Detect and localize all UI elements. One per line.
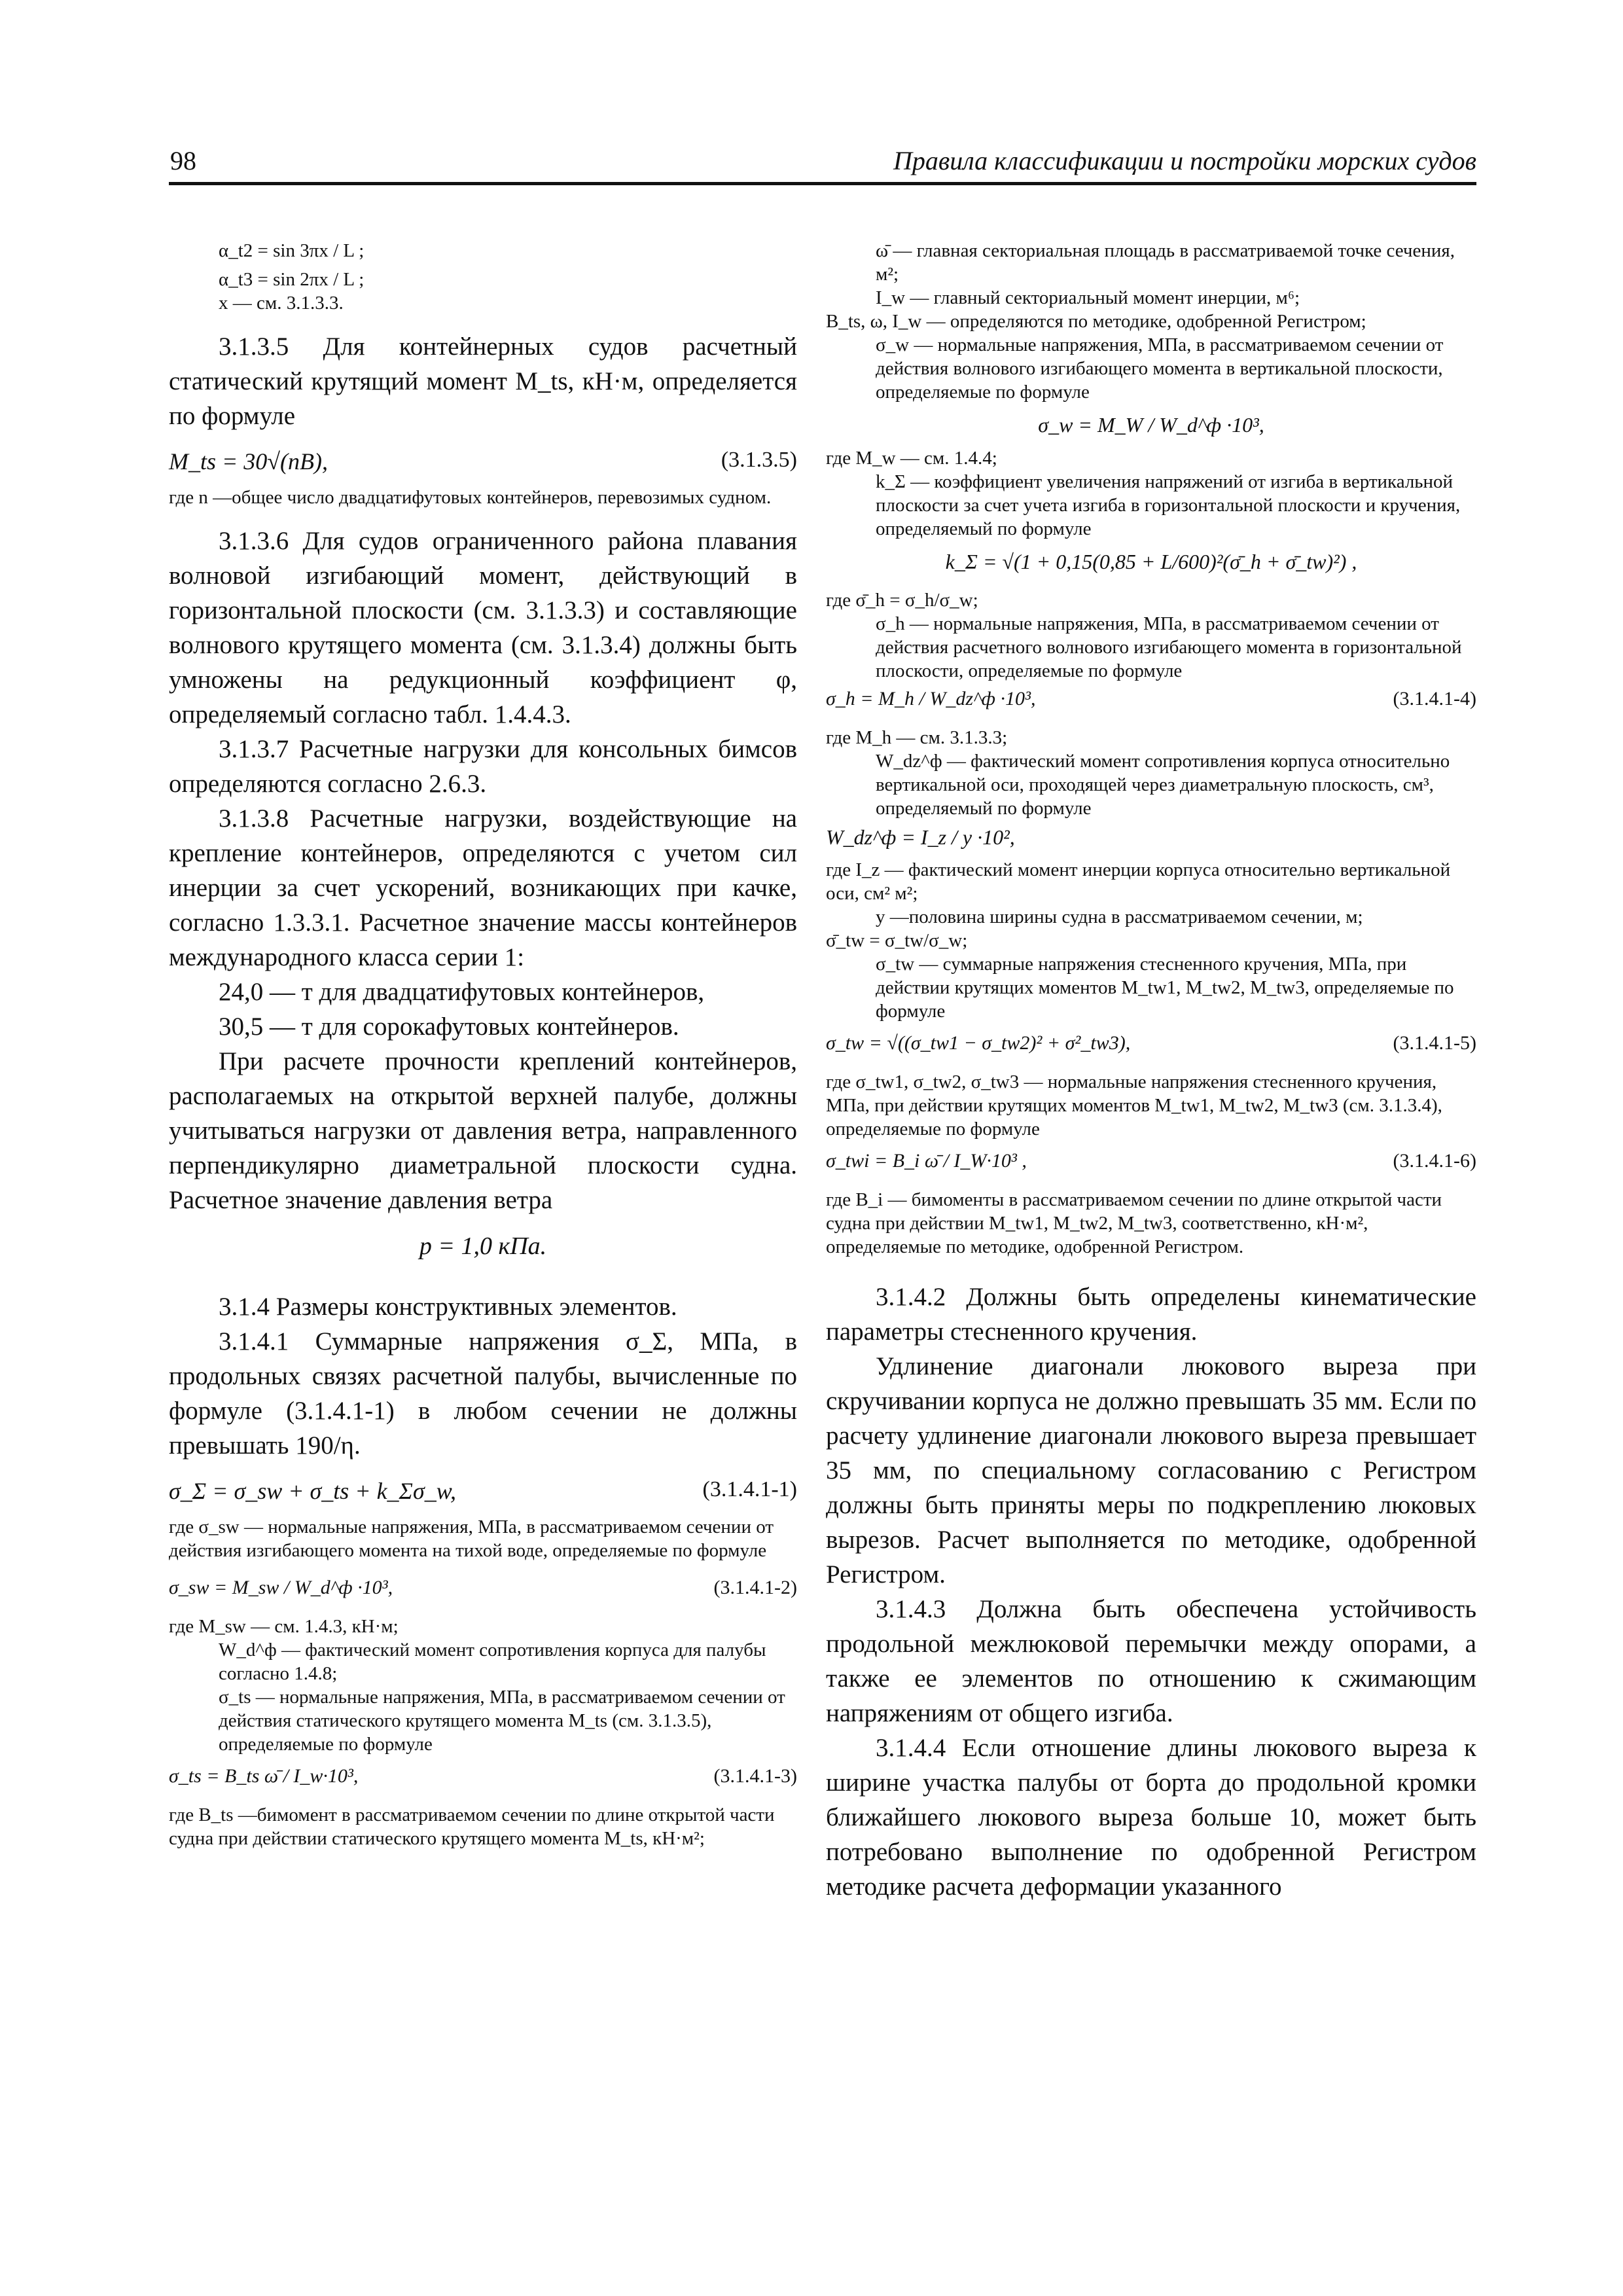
bts-omega-iw-definition: B_ts, ω, I_w — определяются по методике, одобренной Регистром; <box>826 311 1366 332</box>
mh-definition: где M_h — см. 3.1.3.3; <box>826 727 1008 748</box>
equation-formula: σ_ts = B_ts ω̄ / I_w·10³, <box>169 1765 359 1787</box>
paragraph-3-1-4-4: 3.1.4.4 Если отношение длины люкового выреза к ширине участка палубы от борта до продольной кромки ближайшего люкового выреза больше 10, может быть потребовано выполнение по одобренной Регистром методике расчета деформации указанного <box>826 1734 1476 1901</box>
page-header <box>169 145 1476 185</box>
right-column <box>826 239 1476 1904</box>
equation-3-1-4-1-4 <box>826 688 1476 726</box>
wdz-definition: W_dz^ф — фактический момент сопротивления корпуса относительно вертикальной оси, проходящей через диаметральную плоскость, см³, определяемый по формуле <box>876 751 1450 819</box>
equation-formula: σ_twi = B_i ω̄ / I_W·10³ , <box>826 1150 1027 1172</box>
header-rule <box>169 182 1476 185</box>
alpha2-formula: α_t2 = sin 3πx / L ; <box>219 240 365 261</box>
paragraph-wind: При расчете прочности креплений контейнеров, располагаемых на открытой верхней палубе, должны учитываться нагрузки от давления ветра, направленного перпендикулярно диаметральной плоскости судна. Расчетное значение давления ветра <box>169 1047 797 1214</box>
k-sigma-formula: k_Σ = √(1 + 0,15(0,85 + L/600)²(σ̄_h + σ̄_tw)²) , <box>945 550 1357 573</box>
sigma-h-definition: σ_h — нормальные напряжения, МПа, в рассматриваемом сечении от действия расчетного волнового изгибающего момента в горизонтальной плоскости, определяемые по формуле <box>876 613 1462 681</box>
k-sigma-definition: k_Σ — коэффициент увеличения напряжений от изгиба в вертикальной плоскости за счет учета изгиба в горизонтальной плоскости и кручения, определяемый по формуле <box>876 471 1461 539</box>
paragraph-3-1-3-7: 3.1.3.7 Расчетные нагрузки для консольных бимсов определяются согласно 2.6.3. <box>169 735 797 798</box>
equation-3-1-3-5 <box>169 448 797 486</box>
sigma-tw-definition: σ_tw — суммарные напряжения стесненного кручения, МПа, при действии крутящих моментов M_tw1, M_tw2, M_tw3, определяемые по формуле <box>876 954 1454 1022</box>
wd-definition: W_d^ф — фактический момент сопротивления корпуса для палубы согласно 1.4.8; <box>219 1640 766 1684</box>
omega-definition: ω̄ — главная секториальная площадь в рассматриваемой точке сечения, м²; <box>876 240 1455 285</box>
page-number: 98 <box>170 146 196 175</box>
running-title: Правила классификации и постройки морских судов <box>893 146 1476 175</box>
bi-definition: где B_i — бимоменты в рассматриваемом сечении по длине открытой части судна при действии M_tw1, M_tw2, M_tw3, соответственно, кН·м², определяемые по методике, одобренной Регистром. <box>826 1189 1442 1257</box>
equation-3-1-4-1-5 <box>826 1032 1476 1070</box>
equation-formula: σ_Σ = σ_sw + σ_ts + k_Σσ_w, <box>169 1478 457 1504</box>
equation-number: (3.1.4.1-2) <box>713 1577 797 1598</box>
paragraph-3-1-3-6: 3.1.3.6 Для судов ограниченного района плавания волновой изгибающий момент, действующий в горизонтальной плоскости (см. 3.1.3.3) и составляющие волнового крутящего момента (см. 3.1.3.4) должны быть умножены на редукционный коэффициент φ, определяемый согласно табл. 1.4.4.3. <box>169 527 797 728</box>
equation-formula: σ_h = M_h / W_dz^ф ·10³, <box>826 688 1036 709</box>
sigma-sw-definition: где σ_sw — нормальные напряжения, МПа, в рассматриваемом сечении от действия изгибающего момента на тихой воде, определяемые по формуле <box>169 1516 774 1561</box>
mass-item-2: 30,5 — т для сорокафутовых контейнеров. <box>219 1013 679 1041</box>
section-heading-3-1-4: 3.1.4 Размеры конструктивных элементов. <box>219 1293 677 1321</box>
n-definition: где n —общее число двадцатифутовых контейнеров, перевозимых судном. <box>169 487 772 508</box>
msw-definition: где M_sw — см. 1.4.3, кН·м; <box>169 1616 399 1637</box>
equation-3-1-4-1-1 <box>169 1477 797 1515</box>
wdz-formula: W_dz^ф = I_z / y ·10², <box>826 825 1015 849</box>
equation-3-1-4-1-6 <box>826 1150 1476 1188</box>
sigma-tw-bar-definition: σ̄_tw = σ_tw/σ_w; <box>826 930 968 951</box>
equation-number: (3.1.4.1-5) <box>1393 1032 1476 1054</box>
equation-formula: σ_tw = √((σ_tw1 − σ_tw2)² + σ²_tw3), <box>826 1032 1131 1054</box>
paragraph-3-1-4-3: 3.1.4.3 Должна быть обеспечена устойчивость продольной межлюковой перемычки между опорами, а также ее элементов по отношению к сжимающим напряжениям от общего изгиба. <box>826 1595 1476 1727</box>
mw-definition: где M_w — см. 1.4.4; <box>826 448 997 469</box>
iw-definition: I_w — главный секториальный момент инерции, м⁶; <box>876 287 1300 308</box>
paragraph-elongation: Удлинение диагонали люкового выреза при скручивании корпуса не должно превышать 35 мм. Если по расчету удлинение диагонали люкового выреза превышает 35 мм, по специальному согласованию с Регистром должны быть приняты меры по подкреплению люковых вырезов. Расчет выполняется по методике, одобренной Регистром. <box>826 1352 1476 1588</box>
mass-item-1: 24,0 — т для двадцатифутовых контейнеров, <box>219 978 705 1006</box>
bts-definition: где B_ts —бимомент в рассматриваемом сечении по длине открытой части судна при действии статического крутящего момента M_ts, кН·м²; <box>169 1804 775 1849</box>
equation-number: (3.1.4.1-3) <box>713 1765 797 1787</box>
equation-formula: M_ts = 30√(nB), <box>169 448 329 475</box>
x-definition: x — см. 3.1.3.3. <box>219 293 344 314</box>
equation-3-1-4-1-3 <box>169 1765 797 1803</box>
sigma-ts-definition: σ_ts — нормальные напряжения, МПа, в рассматриваемом сечении от действия статического крутящего момента M_ts (см. 3.1.3.5), определяемые по формуле <box>219 1687 785 1755</box>
sigma-w-formula: σ_w = M_W / W_d^ф ·10³, <box>1038 413 1264 437</box>
alpha3-formula: α_t3 = sin 2πx / L ; <box>219 269 365 290</box>
equation-3-1-4-1-2 <box>169 1577 797 1615</box>
iz-definition: где I_z — фактический момент инерции корпуса относительно вертикальной оси, см² м²; <box>826 859 1451 904</box>
sigma-twi-definition: где σ_tw1, σ_tw2, σ_tw3 — нормальные напряжения стесненного кручения, МПа, при действии крутящих моментов M_tw1, M_tw2, M_tw3 (см. 3.1.3.4), определяемые по формуле <box>826 1071 1442 1139</box>
equation-number: (3.1.4.1-6) <box>1393 1150 1476 1172</box>
equation-number: (3.1.3.5) <box>721 448 797 472</box>
y-definition: y —половина ширины судна в рассматриваемом сечении, м; <box>876 906 1363 927</box>
paragraph-3-1-4-2: 3.1.4.2 Должны быть определены кинематические параметры стесненного кручения. <box>826 1283 1476 1346</box>
paragraph-3-1-3-5: 3.1.3.5 Для контейнерных судов расчетный статический крутящий момент M_ts, кН·м, определяется по формуле <box>169 332 797 430</box>
left-column <box>169 239 797 1850</box>
equation-number: (3.1.4.1-4) <box>1393 688 1476 709</box>
sigma-w-definition: σ_w — нормальные напряжения, МПа, в рассматриваемом сечении от действия волнового изгибающего момента в вертикальной плоскости, определяемые по формуле <box>876 334 1444 403</box>
wind-pressure-formula: p = 1,0 кПа. <box>419 1232 547 1260</box>
paragraph-3-1-3-8: 3.1.3.8 Расчетные нагрузки, воздействующие на крепление контейнеров, определяются с учетом сил инерции за счет ускорений, возникающих при качке, согласно 1.3.3.1. Расчетное значение массы контейнеров международного класса серии 1: <box>169 804 797 971</box>
equation-formula: σ_sw = M_sw / W_d^ф ·10³, <box>169 1577 393 1598</box>
paragraph-3-1-4-1: 3.1.4.1 Суммарные напряжения σ_Σ, МПа, в продольных связях расчетной палубы, вычисленные по формуле (3.1.4.1-1) в любом сечении не должны превышать 190/η. <box>169 1327 797 1460</box>
equation-number: (3.1.4.1-1) <box>702 1477 797 1501</box>
sigma-h-bar-definition: где σ̄_h = σ_h/σ_w; <box>826 590 978 611</box>
